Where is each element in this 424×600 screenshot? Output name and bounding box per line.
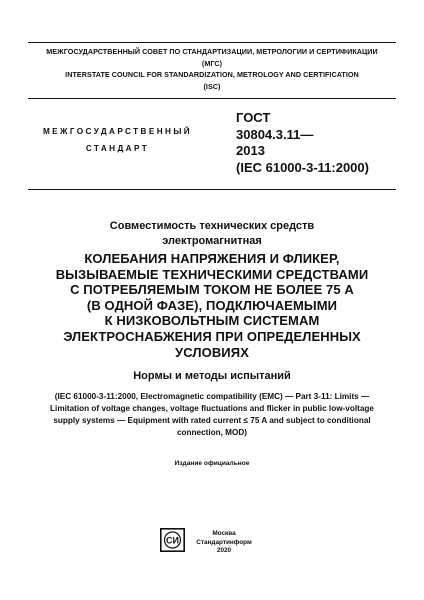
council-name-en: INTERSTATE COUNCIL FOR STANDARDIZATION, METROLOGY AND CERTIFICATION xyxy=(65,70,359,79)
standard-type-line1: МЕЖГОСУДАРСТВЕННЫЙ xyxy=(42,127,193,136)
council-abbr-en: (ISC) xyxy=(203,81,221,91)
publisher-year: 2020 xyxy=(216,547,232,555)
document-title xyxy=(20,219,404,383)
publisher-name: Стандартинформ xyxy=(196,538,252,546)
iec-title xyxy=(24,391,400,439)
iec-title-line: connection, MOD) xyxy=(176,427,248,437)
title-main-line: С ПОТРЕБЛЯЕМЫМ ТОКОМ НЕ БОЛЕЕ 75 А xyxy=(70,282,354,298)
standard-type xyxy=(40,123,195,157)
council-header xyxy=(28,46,396,92)
designation-number: 30804.3.11— xyxy=(236,126,314,142)
iec-title-line: supply systems — Equipment with rated current ≤ 75 A and subject to conditional xyxy=(53,415,371,425)
council-abbr-ru: (МГС) xyxy=(201,58,223,68)
designation-prefix: ГОСТ xyxy=(236,110,271,125)
title-main-line: (В ОДНОЙ ФАЗЕ), ПОДКЛЮЧАЕМЫМИ xyxy=(86,297,338,313)
title-main-line: К НИЗКОВОЛЬТНЫМ СИСТЕМАМ xyxy=(104,313,320,329)
title-main-line: КОЛЕБАНИЯ НАПРЯЖЕНИЯ И ФЛИКЕР, xyxy=(84,251,340,266)
title-methods: Нормы и методы испытаний xyxy=(133,370,291,383)
designation-iec-ref: (IEC 61000-3-11:2000) xyxy=(236,159,369,175)
publisher-info xyxy=(189,530,259,556)
iec-title-line: (IEC 61000-3-11:2000, Electromagnetic compatibility (EMC) — Part 3-11: Limits — xyxy=(54,392,370,401)
logo-letters: СИ xyxy=(166,535,179,546)
title-main-line: ЭЛЕКТРОСНАБЖЕНИЯ ПРИ ОПРЕДЕЛЕННЫХ xyxy=(63,328,361,344)
standard-designation xyxy=(236,110,386,176)
standartinform-logo-icon xyxy=(160,528,185,552)
designation-year: 2013 xyxy=(236,143,265,158)
title-main xyxy=(20,251,404,360)
standard-type-line2: СТАНДАРТ xyxy=(85,144,150,153)
designation-rule xyxy=(28,189,396,190)
title-main-line: УСЛОВИЯХ xyxy=(175,344,249,360)
header-rule xyxy=(28,98,396,99)
publisher-city: Москва xyxy=(212,530,236,537)
title-subject-line1: Совместимость технических средств xyxy=(109,220,315,232)
official-edition: Издание официальное xyxy=(174,460,250,467)
top-rule xyxy=(28,42,396,43)
title-main-line: ВЫЗЫВАЕМЫЕ ТЕХНИЧЕСКИМИ СРЕДСТВАМИ xyxy=(55,266,369,282)
title-subject-line2: электромагнитная xyxy=(162,234,262,247)
iec-title-line: Limitation of voltage changes, voltage fluctuations and flicker in public low-voltage xyxy=(50,403,374,413)
council-name-ru: МЕЖГОСУДАРСТВЕННЫЙ СОВЕТ ПО СТАНДАРТИЗАЦИИ, МЕТРОЛОГИИ И СЕРТИФИКАЦИИ xyxy=(46,47,378,56)
